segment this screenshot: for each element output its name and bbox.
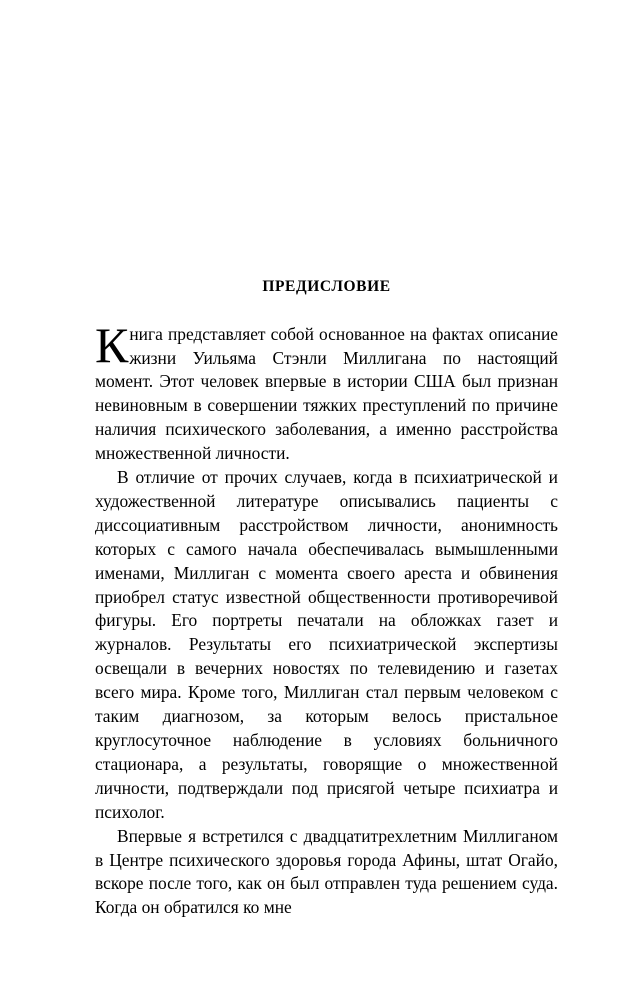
paragraph-1 (95, 316, 558, 466)
chapter-title: ПРЕДИСЛОВИЕ (262, 278, 391, 295)
dropcap-letter: К (95, 316, 129, 373)
paragraph-3: Впервые я встретился с двадцатитрехлетним Миллиганом в Центре психического здоровья города Афины, штат Огайо, вскоре после того, как он был отправлен туда решением суда. Когда он обратился ко мне (95, 825, 558, 918)
paragraph-1-text: нига представляет собой основанное на фактах описание жизни Уильяма Стэнли Миллигана по настоящий момент. Этот человек впервые в истории США был признан невиновным в совершении тяжких преступлений по причине наличия психического заболевания, а именно расстройства множественной личности. (95, 323, 558, 464)
paragraph-2: В отличие от прочих случаев, когда в психиатрической и художественной литературе описывались пациенты с диссоциативным расстройством личности, анонимность которых с самого начала обеспечивалась вымышленными именами, Миллиган с момента своего ареста и обвинения приобрел статус известной общественности противоречивой фигуры. Его портреты печатали на обложках газет и журналов. Результаты его психиатрической экспертизы освещали в вечерних новостях по телевидению и газетах всего мира. Кроме того, Миллиган стал первым человеком с таким диагнозом, за которым велось пристальное круглосуточное наблюдение в условиях больничного стационара, а результаты, говорящие о множественной личности, подтверждали под присягой четыре психиатра и психолог. (95, 467, 558, 822)
page-text-block (95, 278, 558, 920)
